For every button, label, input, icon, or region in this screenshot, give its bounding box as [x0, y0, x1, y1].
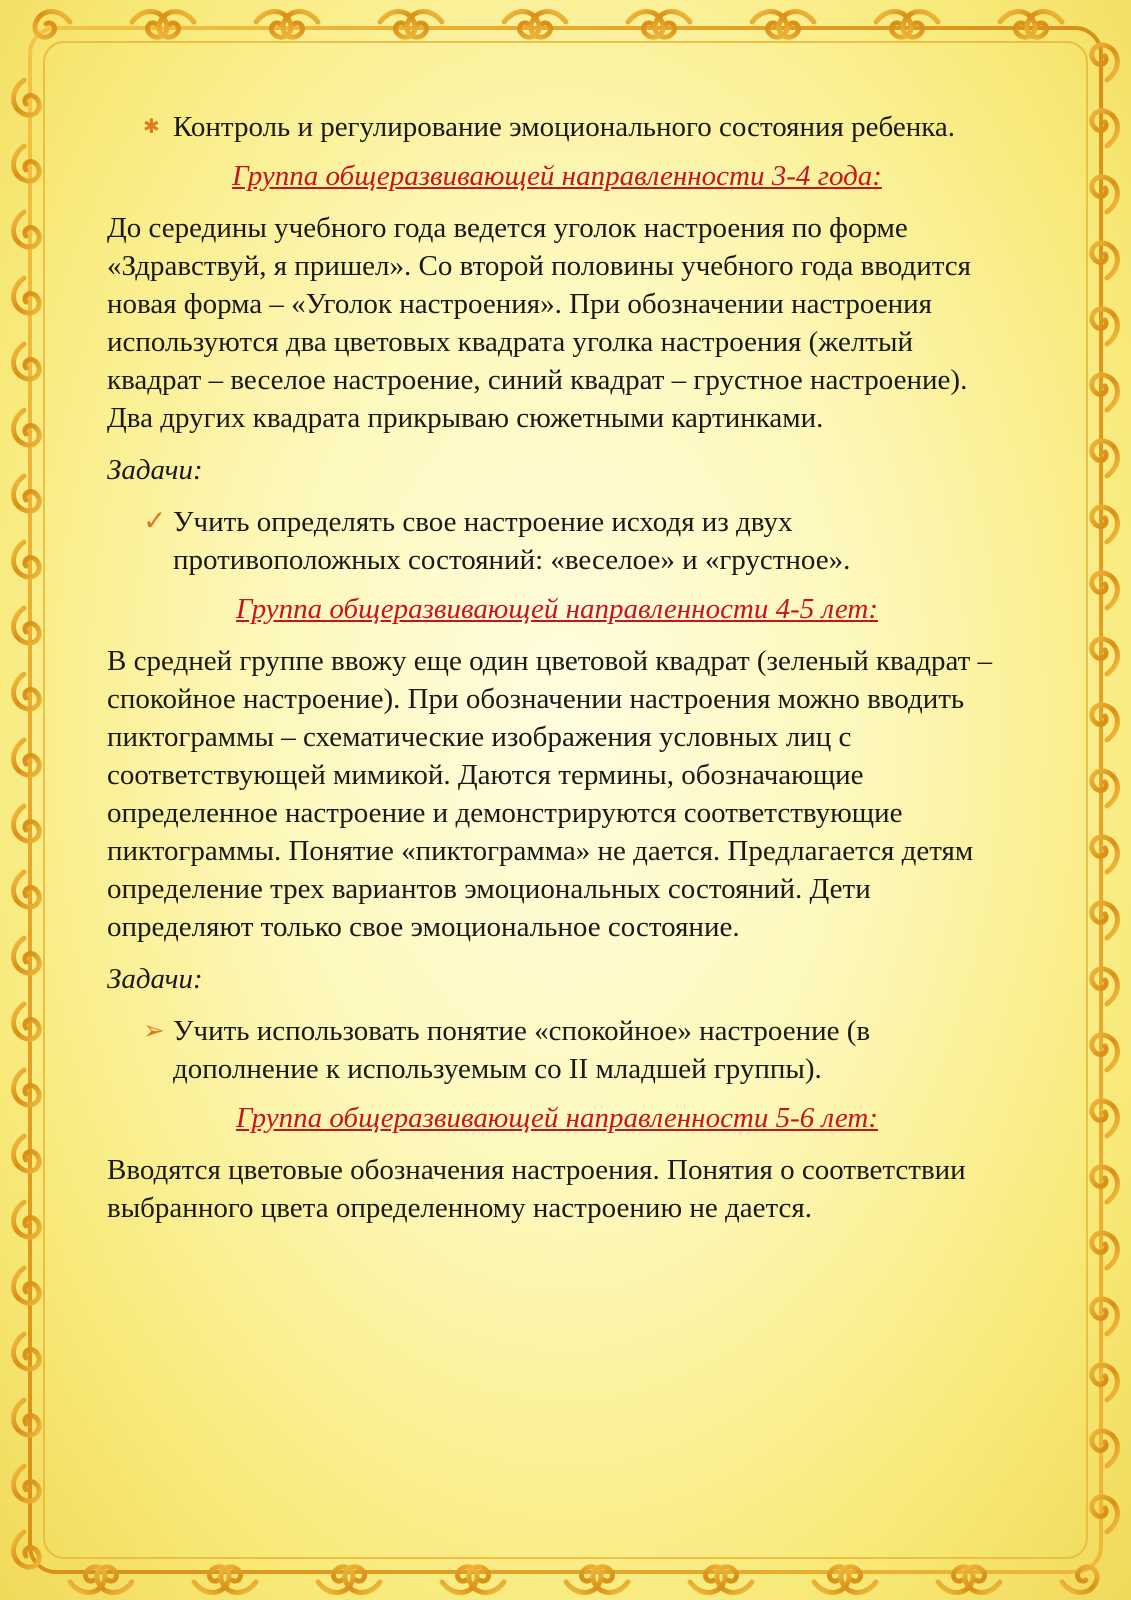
- frame-curl-ornament: [14, 740, 40, 775]
- frame-curl-ornament: [14, 1532, 40, 1567]
- paragraph-4-5: В средней группе ввожу еще один цветовой квадрат (зеленый квадрат – спокойное настроение). При обозначении настроения можно вводить пиктограммы – схематические изображения условных лиц с соответствующей мимикой. Даются термины, обозначающие определенное настроение и демонстрируются соответствующие пиктограммы. Понятие «пиктограмма» не дается. Предлагается детям определение трех вариантов эмоциональных состояний. Дети определяют только свое эмоциональное состояние.: [107, 645, 993, 943]
- frame-curl-ornament: [1092, 507, 1118, 542]
- frame-curl-ornament: [159, 12, 194, 38]
- frame-curl-ornament: [14, 806, 40, 841]
- paragraph-5-6: Вводятся цветовые обозначения настроения. Понятия о соответствии выбранного цвета определенному настроению не дается.: [107, 1154, 966, 1224]
- frame-curl-ornament: [1092, 375, 1118, 410]
- frame-curl-ornament: [14, 1268, 40, 1303]
- frame-curl-ornament: [1092, 771, 1118, 806]
- checkmark-icon: ✓: [143, 506, 167, 537]
- frame-curl-ornament: [14, 542, 40, 577]
- frame-curl-ornament: [14, 1070, 40, 1105]
- frame-curl-ornament: [1092, 45, 1118, 80]
- frame-curl-ornament: [14, 1466, 40, 1501]
- frame-curl-ornament: [1092, 1497, 1118, 1532]
- frame-curl-ornament: [1092, 1167, 1118, 1202]
- frame-curl-ornament: [14, 1334, 40, 1369]
- frame-curl-ornament: [1092, 573, 1118, 608]
- frame-curl-ornament: [1092, 1431, 1118, 1466]
- frame-curl-ornament: [14, 1202, 40, 1237]
- frame-curl-ornament: [1092, 903, 1118, 938]
- frame-curl-ornament: [14, 410, 40, 445]
- frame-curl-ornament: [1092, 243, 1118, 278]
- tasks-label: Задачи:: [107, 454, 203, 486]
- document-content: [107, 108, 1007, 1241]
- frame-curl-ornament: [903, 12, 938, 38]
- frame-curl-ornament: [14, 1400, 40, 1435]
- frame-curl-ornament: [14, 146, 40, 181]
- frame-curl-ornament: [1092, 1035, 1118, 1070]
- paragraph-3-4: До середины учебного года ведется уголок настроения по форме «Здравствуй, я пришел». Со второй половины учебного года вводится новая форма – «Уголок настроения». При обозначении настроения используются два цветовых квадрата уголка настроения (желтый квадрат – веселое настроение, синий квадрат – грустное настроение). Два других квадрата прикрываю сюжетными картинками.: [107, 212, 971, 434]
- frame-curl-ornament: [1092, 705, 1118, 740]
- bullet-text: Контроль и регулирование эмоционального состояния ребенка.: [173, 111, 956, 143]
- frame-curl-ornament: [1092, 309, 1118, 344]
- frame-curl-ornament: [1092, 177, 1118, 212]
- arrow-right-icon: ➢: [143, 1016, 165, 1045]
- frame-curl-ornament: [1092, 111, 1118, 146]
- frame-curl-ornament: [531, 12, 566, 38]
- bullet-item-task-3-4: [143, 503, 1007, 579]
- frame-curl-ornament: [14, 674, 40, 709]
- asterisk-icon: ✱: [143, 116, 160, 138]
- frame-curl-ornament: [14, 938, 40, 973]
- frame-curl-ornament: [14, 608, 40, 643]
- frame-curl-ornament: [14, 80, 40, 115]
- frame-curl-ornament: [1092, 1233, 1118, 1268]
- section-heading-5-6: Группа общеразвивающей направленности 5-6 лет:: [235, 1102, 878, 1134]
- frame-curl-ornament: [283, 12, 318, 38]
- frame-curl-ornament: [1092, 441, 1118, 476]
- frame-curl-ornament: [779, 12, 814, 38]
- frame-curl-ornament: [14, 476, 40, 511]
- frame-curl-ornament: [14, 1004, 40, 1039]
- bullet-item-emotional-control: [143, 108, 1007, 146]
- frame-curl-ornament: [1092, 837, 1118, 872]
- bullet-text: Учить использовать понятие «спокойное» настроение (в дополнение к используемым со II младшей группы).: [173, 1015, 871, 1085]
- frame-curl-ornament: [14, 872, 40, 907]
- frame-curl-ornament: [1027, 12, 1062, 38]
- frame-curl-ornament: [14, 1136, 40, 1171]
- frame-curl-ornament: [1092, 969, 1118, 1004]
- frame-curl-ornament: [655, 12, 690, 38]
- frame-curl-ornament: [407, 12, 442, 38]
- section-heading-4-5: Группа общеразвивающей направленности 4-5 лет:: [235, 593, 878, 625]
- frame-curl-ornament: [1092, 1101, 1118, 1136]
- frame-curl-ornament: [1092, 639, 1118, 674]
- section-heading-3-4: Группа общеразвивающей направленности 3-4 года:: [232, 160, 882, 192]
- frame-curl-ornament: [1092, 1299, 1118, 1334]
- frame-curl-ornament: [14, 212, 40, 247]
- frame-curl-ornament: [14, 344, 40, 379]
- frame-curl-ornament: [14, 278, 40, 313]
- tasks-label: Задачи:: [107, 963, 203, 995]
- frame-curl-ornament: [35, 12, 70, 38]
- frame-curl-ornament: [1092, 1365, 1118, 1400]
- bullet-text: Учить определять свое настроение исходя из двух противоположных состояний: «веселое» и «грустное».: [173, 506, 851, 576]
- bullet-item-task-4-5: [143, 1012, 1007, 1088]
